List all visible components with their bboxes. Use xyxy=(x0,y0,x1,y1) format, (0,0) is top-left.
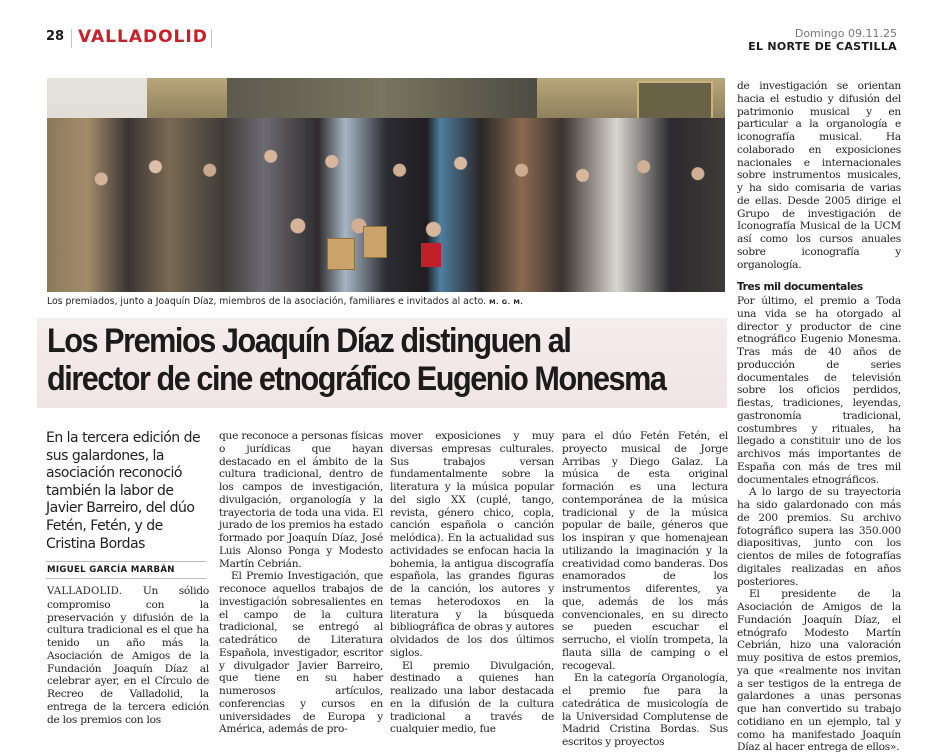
article-paragraph: para el dúo Fetén Fetén, el proyecto musical de Jorge Arribas y Diego Galaz. La música de esta original formación es una lectura contemporánea de la música tradicional y de la música popular de baile, géneros que los inspiran y que homenajean utilizando la imaginación y la creatividad como banderas. Dos enamorados de los instrumentos diferentes, ya que, además de los más convencionales, en su directo se pueden escuchar el serrucho, el violín trompeta, la flauta silla de camping o el recogeval. xyxy=(562,430,728,672)
article-column-3 xyxy=(390,430,554,736)
article-subhead: Tres mil documentales xyxy=(737,281,863,294)
article-paragraph: de investigación se orientan hacia el estudio y difusión del patrimonio musical y en particular a la organología e iconografía musical. Ha colaborado en exposiciones nacionales e internacionales sobre instrumentos musicales, y ha sido comisaria de varias de ellas. Desde 2005 dirige el Grupo de investigación de Iconografía Musical de la UCM así como los cursos anuales sobre iconografía y organología. xyxy=(737,80,901,271)
byline-divider xyxy=(46,561,206,562)
article-paragraph xyxy=(47,585,209,726)
article-column-2 xyxy=(219,430,383,736)
byline: MIGUEL GARCÍA MARBÁN xyxy=(47,565,175,575)
photo-crowd xyxy=(47,118,725,292)
article-dek: En la tercera edición de sus galardones, la asociación reconoció también la labor de Javier Barreiro, del dúo Fetén, Fetén, y de Cristina Bordas xyxy=(46,430,201,552)
newspaper-name: EL NORTE DE CASTILLA xyxy=(748,40,897,53)
header-divider xyxy=(71,29,72,48)
article-paragraph: El Premio Investigación, que reconoce aquellos trabajos de investigación sobresalientes en el campo de la cultura tradicional, se entregó al catedrático de Literatura Española, investigador, escritor y divulgador Javier Barreiro, que tiene en su haber numerosos artículos, conferencias y cursos en universidades de Europa y América, además de pro- xyxy=(219,570,383,736)
article-column-4 xyxy=(562,430,728,749)
publication-date: Domingo 09.11.25 xyxy=(794,27,897,40)
article-column-5 xyxy=(737,80,901,754)
photo-caption xyxy=(47,296,523,307)
page-number: 28 xyxy=(46,29,65,44)
photo-award-book xyxy=(363,226,387,258)
dateline: VALLADOLID. xyxy=(47,586,123,597)
caption-text: Los premiados, junto a Joaquín Díaz, miembros de la asociación, familiares e invitados al acto. xyxy=(47,296,487,307)
article-paragraph: En la categoría Organología, el premio fue para la catedrática de musicología de la Universidad Complutense de Madrid Cristina Bordas. Sus escritos y proyectos xyxy=(562,672,728,748)
article-paragraph: Por último, el premio a Toda una vida se ha otorgado al director y productor de cine etnográfico Eugenio Monesma. Tras más de 40 años de producción de series documentales de televisión sobre los oficios perdidos, fiestas, tradiciones, leyendas, gastronomía tradicional, costumbres y rituales, ha llegado a constituir uno de los archivos más importantes de España con más de tres mil documentales etnográficos. xyxy=(737,295,901,486)
byline-divider xyxy=(46,578,206,579)
header-divider xyxy=(211,29,212,48)
headline: Los Premios Joaquín Díaz distinguen al director de cine etnográfico Eugenio Monesma xyxy=(47,322,666,398)
section-title: VALLADOLID xyxy=(78,27,208,47)
article-column-1 xyxy=(47,585,209,726)
paragraph-text: Un sólido compromiso con la preservación y difusión de la cultura tradicional es el que ha tenido un año más la Asociación de Amigos de la Fundación Joaquín Díaz al celebrar ayer, en el Círculo de Recreo de Valladolid, la entrega de la tercera edición de los premios con los xyxy=(47,585,209,726)
photo-credit: M. G. M. xyxy=(489,298,524,306)
article-paragraph: mover exposiciones y muy diversas empresas culturales. Sus trabajos versan fundamentalmente sobre la literatura y la música popular del siglo XX (cuplé, tango, revista, género chico, copla, canción española o canción melódica). En la actualidad sus actividades se enfocan hacia la bohemia, la antigua discografía española, las grandes figuras de la canción, los autores y temas heterodoxos en la literatura y la búsqueda bibliográfica de obras y autores olvidados de los dos últimos siglos. xyxy=(390,430,554,659)
article-paragraph: El presidente de la Asociación de Amigos de la Fundación Joaquín Díaz, el etnógrafo Modesto Martín Cebrián, hizo una valoración muy positiva de estos premios, ya que «realmente nos invitan a ser testigos de la entrega de galardones a unas personas que han convertido su trabajo cotidiano en un ejemplo, tal y como ha manifestado Joaquín Díaz al hacer entrega de ellos». xyxy=(737,588,901,754)
photo-award-book xyxy=(421,243,441,267)
article-paragraph: que reconoce a personas físicas o jurídicas que hayan destacado en el ámbito de la cultura tradicional, dentro de los campos de investigación, divulgación, organología y la trayectoria de toda una vida. El jurado de los premios ha estado formado por Joaquín Díaz, José Luis Alonso Ponga y Modesto Martín Cebrián. xyxy=(219,430,383,570)
group-photo xyxy=(47,78,725,292)
article-paragraph: A lo largo de su trayectoria ha sido galardonado con más de 200 premios. Su archivo fotográfico supera las 350.000 diapositivas, junto con los cientos de miles de fotografías digitales realizadas en años posteriores. xyxy=(737,486,901,588)
photo-award-book xyxy=(327,238,355,270)
article-paragraph: El premio Divulgación, destinado a quienes han realizado una labor destacada en la difusión de la cultura tradicional a través de cualquier medio, fue xyxy=(390,659,554,736)
